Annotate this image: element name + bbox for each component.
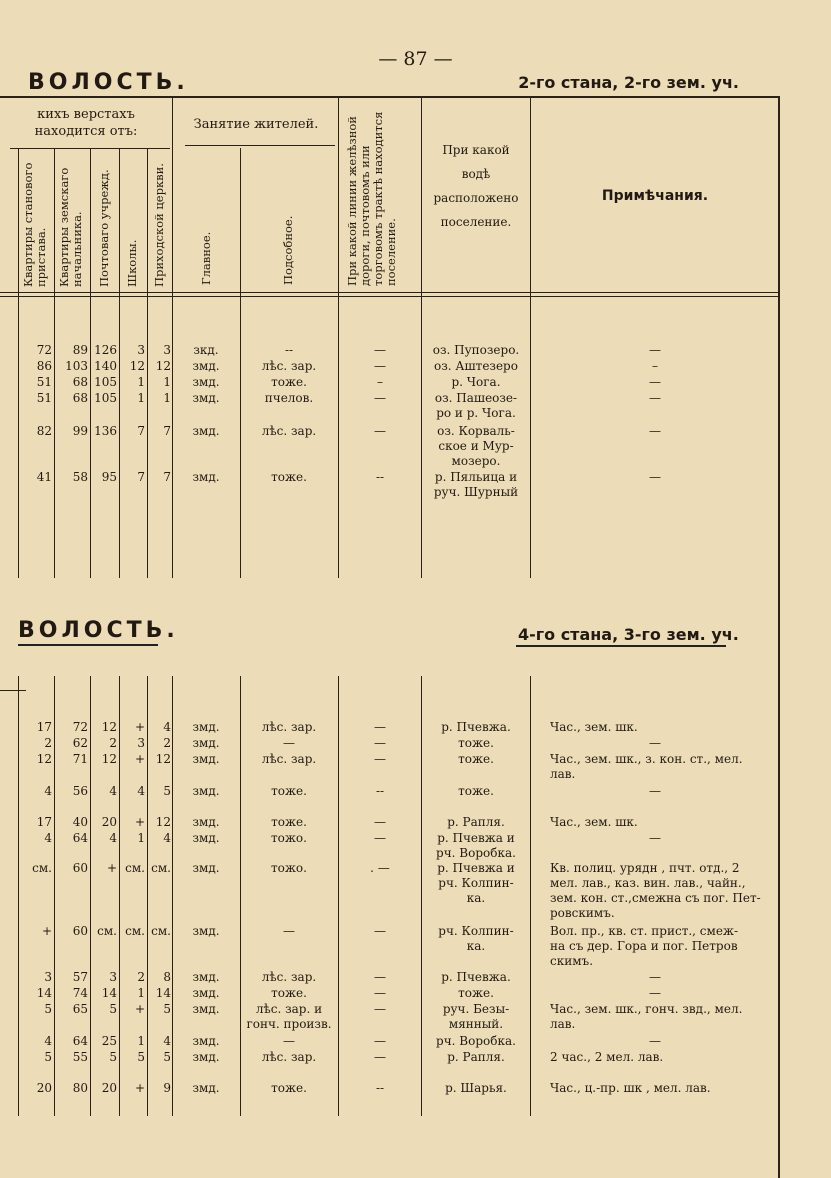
cell-e: 12 <box>155 359 171 373</box>
cell-e: 8 <box>163 970 171 984</box>
cell-e: 12 <box>155 752 171 766</box>
cell-notes: — <box>649 986 661 1000</box>
page-number: — 87 — <box>378 48 453 70</box>
cell-notes: Час., зем. шк., гонч. звд., мел. <box>550 1002 743 1016</box>
cell-main: змд. <box>192 986 220 1000</box>
col-divider <box>240 676 241 1116</box>
cell-a: 2 <box>44 736 52 750</box>
cell-c: 105 <box>94 391 117 405</box>
cell-aux: тоже. <box>271 470 307 484</box>
cell-main: змд. <box>192 831 220 845</box>
cell-c: 136 <box>94 424 117 438</box>
cell-main: змд. <box>192 1081 220 1095</box>
cell-water: р. Пяльица и <box>434 470 518 484</box>
cell-e: 14 <box>155 986 171 1000</box>
cell-d: 2 <box>137 970 145 984</box>
cell-notes: — <box>649 470 661 484</box>
cell-notes: на съ дер. Гора и пог. Петров <box>550 939 738 953</box>
cell-water: мозеро. <box>451 454 501 468</box>
cell-rail: — <box>374 424 386 438</box>
header-main: Главное. <box>199 231 213 285</box>
col-divider <box>338 676 339 1116</box>
cell-rail: — <box>374 736 386 750</box>
cell-c: 14 <box>101 986 117 1000</box>
header-railway: При какой линии желѣзной дороги, почтовомъ или торговомъ трактѣ находится поселение. <box>345 111 398 286</box>
cell-e: 4 <box>163 1034 171 1048</box>
cell-rail: – <box>377 375 383 389</box>
cell-b: 60 <box>72 924 88 938</box>
cell-main: змд. <box>192 375 220 389</box>
cell-c: 12 <box>101 720 117 734</box>
cell-water: тоже. <box>458 752 494 766</box>
cell-aux: — <box>283 924 295 938</box>
col-divider <box>421 98 422 578</box>
cell-rail: — <box>374 752 386 766</box>
cell-water: р. Рапля. <box>447 815 505 829</box>
cell-water: р. Рапля. <box>447 1050 505 1064</box>
cell-b: 40 <box>72 815 88 829</box>
cell-main: змд. <box>192 752 220 766</box>
cell-water: рч. Воробка. <box>436 1034 516 1048</box>
cell-a: 72 <box>36 343 52 357</box>
cell-b: 71 <box>72 752 88 766</box>
cell-a: 41 <box>36 470 52 484</box>
cell-rail: . — <box>370 861 390 875</box>
header-post: Почтоваго учрежд. <box>97 169 111 287</box>
cell-d: 1 <box>137 986 145 1000</box>
cell-b: 57 <box>72 970 88 984</box>
cell-rail: — <box>374 343 386 357</box>
cell-aux: тоже. <box>271 1081 307 1095</box>
col-divider <box>172 98 173 578</box>
cell-water: оз. Пупозеро. <box>432 343 520 357</box>
occupation-group-rule <box>185 145 335 146</box>
cell-c: 4 <box>109 784 117 798</box>
cell-a: 86 <box>36 359 52 373</box>
cell-main: змд. <box>192 784 220 798</box>
cell-rail: — <box>374 986 386 1000</box>
cell-notes: — <box>649 375 661 389</box>
cell-notes: Час., зем. шк., з. кон. ст., мел. <box>550 752 743 766</box>
cell-main: змд. <box>192 424 220 438</box>
cell-e: 5 <box>163 784 171 798</box>
section1-title: ВОЛОСТЬ. <box>28 70 189 95</box>
cell-water: тоже. <box>458 736 494 750</box>
cell-b: 58 <box>72 470 88 484</box>
cell-a: 12 <box>36 752 52 766</box>
cell-notes: лав. <box>550 1017 576 1031</box>
cell-b: 74 <box>72 986 88 1000</box>
cell-d: 7 <box>137 424 145 438</box>
cell-c: 5 <box>109 1050 117 1064</box>
cell-e: 1 <box>163 375 171 389</box>
cell-notes: — <box>649 343 661 357</box>
cell-a: 17 <box>36 720 52 734</box>
cell-notes: скимъ. <box>550 954 594 968</box>
cell-notes: — <box>649 831 661 845</box>
cell-a: 5 <box>44 1050 52 1064</box>
cell-notes: мел. лав., каз. вин. лав., чайн., <box>550 876 746 890</box>
cell-e: 3 <box>163 343 171 357</box>
cell-rail: -- <box>375 784 385 798</box>
col-divider <box>338 98 339 578</box>
cell-a: 14 <box>36 986 52 1000</box>
cell-aux: тожо. <box>271 831 307 845</box>
cell-rail: — <box>374 720 386 734</box>
cell-d: + <box>134 752 145 766</box>
cell-notes: — <box>649 970 661 984</box>
cell-c: 3 <box>109 970 117 984</box>
cell-d: см. <box>125 861 145 875</box>
cell-notes: лав. <box>550 767 576 781</box>
cell-aux: лѣс. зар. <box>261 970 317 984</box>
cell-d: см. <box>125 924 145 938</box>
cell-water: ка. <box>466 891 486 905</box>
cell-c: 2 <box>109 736 117 750</box>
header-school: Школы. <box>125 239 139 287</box>
cell-e: см. <box>151 924 171 938</box>
cell-aux: — <box>283 1034 295 1048</box>
cell-notes: Час., зем. шк. <box>550 720 638 734</box>
col-divider <box>530 676 531 1116</box>
cell-d: + <box>134 720 145 734</box>
cell-notes: ровскимъ. <box>550 906 615 920</box>
cell-aux: тоже. <box>271 815 307 829</box>
top-rule <box>0 96 780 98</box>
cell-aux: лѣс. зар. <box>261 720 317 734</box>
cell-e: 9 <box>163 1081 171 1095</box>
col-divider <box>240 148 241 578</box>
cell-main: змд. <box>192 736 220 750</box>
cell-d: + <box>134 1081 145 1095</box>
cell-water: оз. Корваль- <box>437 424 515 438</box>
cell-water: р. Пчевжа. <box>441 970 511 984</box>
cell-aux: тоже. <box>271 375 307 389</box>
header-church: Приходской церкви. <box>152 163 166 287</box>
cell-rail: -- <box>375 1081 385 1095</box>
cell-water: р. Чога. <box>451 375 501 389</box>
cell-d: 1 <box>137 1034 145 1048</box>
cell-notes: зем. кон. ст.,смежна съ пог. Пет- <box>550 891 761 905</box>
cell-e: 1 <box>163 391 171 405</box>
cell-rail: — <box>374 1050 386 1064</box>
cell-aux: пчелов. <box>264 391 314 405</box>
header-water: При какой водѣ расположено поселение. <box>433 143 519 229</box>
cell-c: 140 <box>94 359 117 373</box>
cell-a: 17 <box>36 815 52 829</box>
section1-district: 2-го стана, 2-го зем. уч. <box>518 73 739 92</box>
cell-a: + <box>41 924 52 938</box>
cell-water: рч. Воробка. <box>436 846 516 860</box>
cell-c: 95 <box>101 470 117 484</box>
cell-water: оз. Пашеозе- <box>434 391 518 405</box>
cell-rail: — <box>374 815 386 829</box>
cell-b: 60 <box>72 861 88 875</box>
cell-water: тоже. <box>458 784 494 798</box>
cell-water: р. Пчевжа. <box>441 720 511 734</box>
cell-water: ка. <box>466 939 486 953</box>
cell-aux: тожо. <box>271 861 307 875</box>
cell-main: змд. <box>192 1002 220 1016</box>
cell-d: 3 <box>137 736 145 750</box>
cell-e: 5 <box>163 1002 171 1016</box>
header-aux: Подсобное. <box>281 215 295 285</box>
cell-main: змд. <box>192 1034 220 1048</box>
cell-b: 65 <box>72 1002 88 1016</box>
cell-b: 80 <box>72 1081 88 1095</box>
cell-main: змд. <box>192 720 220 734</box>
occupation-group-header: Занятие жителей. <box>193 117 319 132</box>
cell-c: 126 <box>94 343 117 357</box>
cell-b: 68 <box>72 391 88 405</box>
cell-c: 5 <box>109 1002 117 1016</box>
col-divider <box>421 676 422 1116</box>
cell-main: змд. <box>192 470 220 484</box>
cell-water: р. Пчевжа и <box>437 831 515 845</box>
section2-district: 4-го стана, 3-го зем. уч. <box>518 625 739 644</box>
header-notes: Примѣчания. <box>601 188 709 204</box>
cell-a: 20 <box>36 1081 52 1095</box>
cell-rail: — <box>374 831 386 845</box>
cell-a: 51 <box>36 391 52 405</box>
cell-e: 2 <box>163 736 171 750</box>
cell-e: 5 <box>163 1050 171 1064</box>
cell-rail: — <box>374 1002 386 1016</box>
cell-water: оз. Аштезеро <box>434 359 518 373</box>
cell-water: р. Пчевжа и <box>437 861 515 875</box>
cell-a: 51 <box>36 375 52 389</box>
cell-main: змд. <box>192 391 220 405</box>
cell-main: змд. <box>192 359 220 373</box>
cell-c: 20 <box>101 815 117 829</box>
cell-main: змд. <box>192 924 220 938</box>
cell-main: зкд. <box>193 343 219 357</box>
cell-e: 12 <box>155 815 171 829</box>
cell-rail: — <box>374 1034 386 1048</box>
cell-e: см. <box>151 861 171 875</box>
cell-main: змд. <box>192 815 220 829</box>
cell-d: 1 <box>137 831 145 845</box>
cell-a: 4 <box>44 831 52 845</box>
right-border <box>778 98 780 1178</box>
header-zemsky: Квартиры земскаго начальника. <box>57 167 84 287</box>
cell-notes: — <box>649 1034 661 1048</box>
cell-water: мянный. <box>448 1017 504 1031</box>
cell-d: + <box>134 815 145 829</box>
distance-group-header: кихъ верстахъ находится отъ: <box>34 107 138 139</box>
cell-water: руч. Безы- <box>442 1002 510 1016</box>
cell-notes: — <box>649 424 661 438</box>
cell-e: 7 <box>163 424 171 438</box>
cell-d: 7 <box>137 470 145 484</box>
cell-b: 56 <box>72 784 88 798</box>
cell-aux: лѣс. зар. <box>261 752 317 766</box>
cell-c: см. <box>97 924 117 938</box>
cell-aux: лѣс. зар. <box>261 359 317 373</box>
cell-b: 62 <box>72 736 88 750</box>
cell-a: 3 <box>44 970 52 984</box>
section2-top-rule <box>0 690 26 691</box>
cell-a: 5 <box>44 1002 52 1016</box>
cell-notes: — <box>649 784 661 798</box>
cell-aux: лѣс. зар. и <box>255 1002 323 1016</box>
header-pristav: Квартиры станового пристава. <box>21 162 48 287</box>
cell-notes: 2 час., 2 мел. лав. <box>550 1050 664 1064</box>
cell-notes: Кв. полиц. урядн , пчт. отд., 2 <box>550 861 740 875</box>
cell-a: 4 <box>44 784 52 798</box>
cell-d: 1 <box>137 375 145 389</box>
cell-notes: — <box>649 736 661 750</box>
cell-rail: — <box>374 359 386 373</box>
col-divider <box>172 676 173 1116</box>
cell-notes: Час., ц.-пр. шк , мел. лав. <box>550 1081 711 1095</box>
cell-d: 1 <box>137 391 145 405</box>
cell-b: 89 <box>72 343 88 357</box>
cell-main: змд. <box>192 1050 220 1064</box>
cell-water: рч. Колпин- <box>438 924 514 938</box>
cell-aux: тоже. <box>271 784 307 798</box>
cell-c: 20 <box>101 1081 117 1095</box>
header-bottom-rule-2 <box>0 296 780 297</box>
section2-title: ВОЛОСТЬ. <box>18 618 179 643</box>
cell-notes: — <box>649 391 661 405</box>
cell-rail: — <box>374 970 386 984</box>
cell-aux: -- <box>284 343 294 357</box>
cell-c: 25 <box>101 1034 117 1048</box>
cell-notes: Час., зем. шк. <box>550 815 638 829</box>
cell-water: руч. Шурный <box>433 485 519 499</box>
cell-rail: — <box>374 391 386 405</box>
cell-b: 99 <box>72 424 88 438</box>
cell-aux: лѣс. зар. <box>261 424 317 438</box>
cell-e: 4 <box>163 831 171 845</box>
cell-d: 12 <box>129 359 145 373</box>
cell-a: 4 <box>44 1034 52 1048</box>
cell-b: 64 <box>72 1034 88 1048</box>
header-bottom-rule <box>0 292 780 293</box>
cell-c: + <box>106 861 117 875</box>
cell-e: 4 <box>163 720 171 734</box>
cell-water: ское и Мур- <box>438 439 514 453</box>
cell-e: 7 <box>163 470 171 484</box>
cell-d: 3 <box>137 343 145 357</box>
cell-a: 82 <box>36 424 52 438</box>
cell-a: см. <box>32 861 52 875</box>
cell-b: 64 <box>72 831 88 845</box>
cell-c: 12 <box>101 752 117 766</box>
cell-b: 55 <box>72 1050 88 1064</box>
cell-b: 103 <box>65 359 88 373</box>
cell-water: р. Шарья. <box>445 1081 507 1095</box>
cell-water: рч. Колпин- <box>438 876 514 890</box>
cell-rail: -- <box>375 470 385 484</box>
cell-aux: — <box>283 736 295 750</box>
cell-main: змд. <box>192 970 220 984</box>
cell-notes: Вол. пр., кв. ст. прист., смеж- <box>550 924 739 938</box>
section2-title-underline <box>18 644 158 646</box>
cell-c: 4 <box>109 831 117 845</box>
cell-c: 105 <box>94 375 117 389</box>
col-divider <box>530 98 531 578</box>
cell-b: 68 <box>72 375 88 389</box>
cell-aux: гонч. произв. <box>246 1017 332 1031</box>
cell-d: 4 <box>137 784 145 798</box>
cell-notes: – <box>652 359 658 373</box>
cell-water: тоже. <box>458 986 494 1000</box>
cell-rail: — <box>374 924 386 938</box>
cell-aux: лѣс. зар. <box>261 1050 317 1064</box>
cell-main: змд. <box>192 861 220 875</box>
cell-water: ро и р. Чога. <box>436 406 516 420</box>
cell-b: 72 <box>72 720 88 734</box>
cell-d: + <box>134 1002 145 1016</box>
section2-district-underline <box>516 645 726 647</box>
cell-aux: тоже. <box>271 986 307 1000</box>
cell-d: 5 <box>137 1050 145 1064</box>
